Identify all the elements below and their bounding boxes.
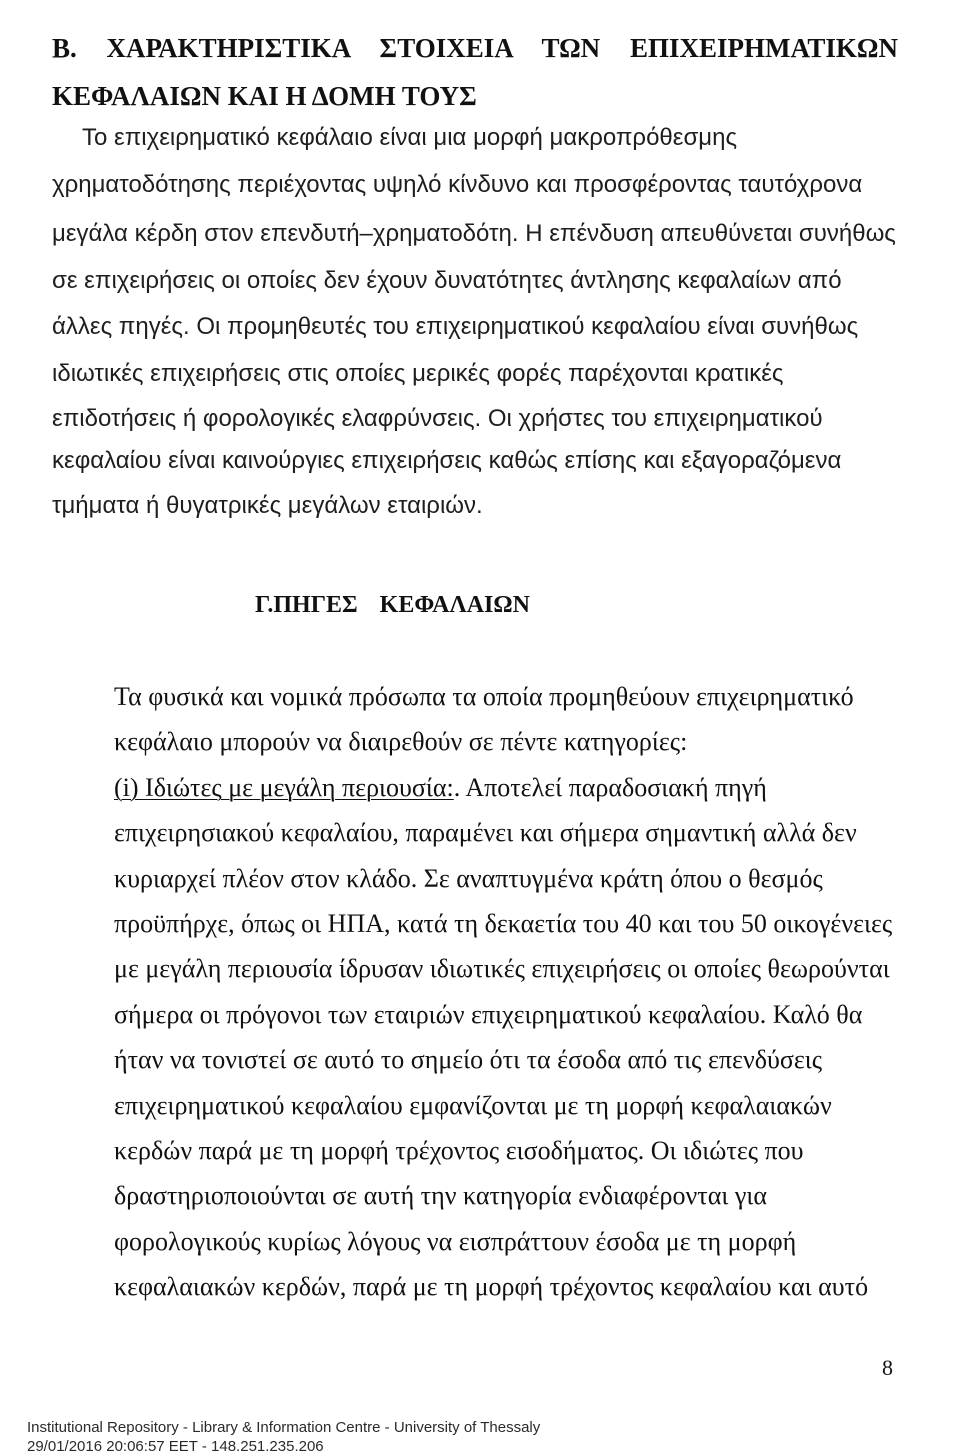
repository-footer-line: Institutional Repository - Library & Information Centre - University of Thessaly bbox=[27, 1419, 541, 1436]
section-b-paragraph-line: Το επιχειρηματικό κεφάλαιο είναι μια μορφή μακροπρόθεσμης bbox=[82, 124, 738, 151]
section-b-paragraph-line: μεγάλα κέρδη στον επενδυτή–χρηματοδότη. Η επένδυση απευθύνεται συνήθως bbox=[52, 220, 896, 247]
section-c-heading: Γ.ΠΗΓΕΣ ΚΕΦΑΛΑΙΩΝ bbox=[255, 592, 530, 618]
section-b-title-line: Β. ΧΑΡΑΚΤΗΡΙΣΤΙΚΑ ΣΤΟΙΧΕΙΑ ΤΩΝ ΕΠΙΧΕΙΡΗΜΑΤΙΚΩΝ bbox=[52, 33, 898, 63]
section-b-paragraph-line: κεφαλαίου είναι καινούργιες επιχειρήσεις καθώς επίσης και εξαγοραζόμενα bbox=[52, 447, 842, 474]
section-c-paragraph-line: κεφαλαιακών κερδών, παρά με τη μορφή τρέχοντος κεφαλαίου και αυτό bbox=[114, 1272, 869, 1301]
section-c-paragraph-line: σήμερα οι πρόγονοι των εταιριών επιχειρηματικού κεφαλαίου. Καλό θα bbox=[114, 1000, 863, 1029]
section-c-paragraph-line: Τα φυσικά και νομικά πρόσωπα τα οποία προμηθεύουν επιχειρηματικό bbox=[114, 682, 854, 711]
section-c-item-i-first-line bbox=[114, 772, 767, 804]
page-number: 8 bbox=[882, 1355, 893, 1380]
section-c-paragraph-line: δραστηριοποιούνται σε αυτή την κατηγορία ενδιαφέρονται για bbox=[114, 1181, 767, 1210]
section-b-paragraph-line: τμήματα ή θυγατρικές μεγάλων εταιριών. bbox=[52, 492, 483, 519]
item-i-label: (i) Ιδιώτες με μεγάλη περιουσία: bbox=[114, 773, 454, 802]
section-b-paragraph-line: ιδιωτικές επιχειρήσεις στις οποίες μερικές φορές παρέχονται κρατικές bbox=[52, 360, 784, 387]
section-c-paragraph-line: προϋπήρχε, όπως οι ΗΠΑ, κατά τη δεκαετία του 40 και του 50 οικογένειες bbox=[114, 909, 893, 938]
section-b-paragraph-line: επιδοτήσεις ή φορολογικές ελαφρύνσεις. Οι χρήστες του επιχειρηματικού bbox=[52, 405, 823, 432]
repository-footer-line: 29/01/2016 20:06:57 EET - 148.251.235.206 bbox=[27, 1438, 324, 1455]
section-b-paragraph-line: άλλες πηγές. Οι προμηθευτές του επιχειρηματικού κεφαλαίου είναι συνήθως bbox=[52, 313, 859, 340]
section-b-paragraph-line: χρηματοδότησης περιέχοντας υψηλό κίνδυνο και προσφέροντας ταυτόχρονα bbox=[52, 171, 863, 198]
section-b-paragraph-line: σε επιχειρήσεις οι οποίες δεν έχουν δυνατότητες άντλησης κεφαλαίων από bbox=[52, 267, 842, 294]
item-i-text: . Αποτελεί παραδοσιακή πηγή bbox=[453, 773, 767, 802]
section-c-paragraph-line: κυριαρχεί πλέον στον κλάδο. Σε αναπτυγμένα κράτη όπου ο θεσμός bbox=[114, 864, 823, 893]
section-c-paragraph-line: επιχειρηματικού κεφαλαίου εμφανίζονται με τη μορφή κεφαλαιακών bbox=[114, 1091, 832, 1120]
section-c-paragraph-line: ήταν να τονιστεί σε αυτό το σημείο ότι τα έσοδα από τις επενδύσεις bbox=[114, 1045, 823, 1074]
section-b-title-line: ΚΕΦΑΛΑΙΩΝ ΚΑΙ Η ΔΟΜΗ ΤΟΥΣ bbox=[52, 81, 477, 111]
section-c-paragraph-line: επιχειρησιακού κεφαλαίου, παραμένει και σήμερα σημαντική αλλά δεν bbox=[114, 818, 857, 847]
section-c-paragraph-line: με μεγάλη περιουσία ίδρυσαν ιδιωτικές επιχειρήσεις οι οποίες θεωρούνται bbox=[114, 954, 890, 983]
section-c-paragraph-line: φορολογικούς κυρίως λόγους να εισπράττουν έσοδα με τη μορφή bbox=[114, 1227, 797, 1256]
section-c-paragraph-line: κεφάλαιο μπορούν να διαιρεθούν σε πέντε κατηγορίες: bbox=[114, 727, 688, 756]
section-c-paragraph-line: κερδών παρά με τη μορφή τρέχοντος εισοδήματος. Οι ιδιώτες που bbox=[114, 1136, 804, 1165]
